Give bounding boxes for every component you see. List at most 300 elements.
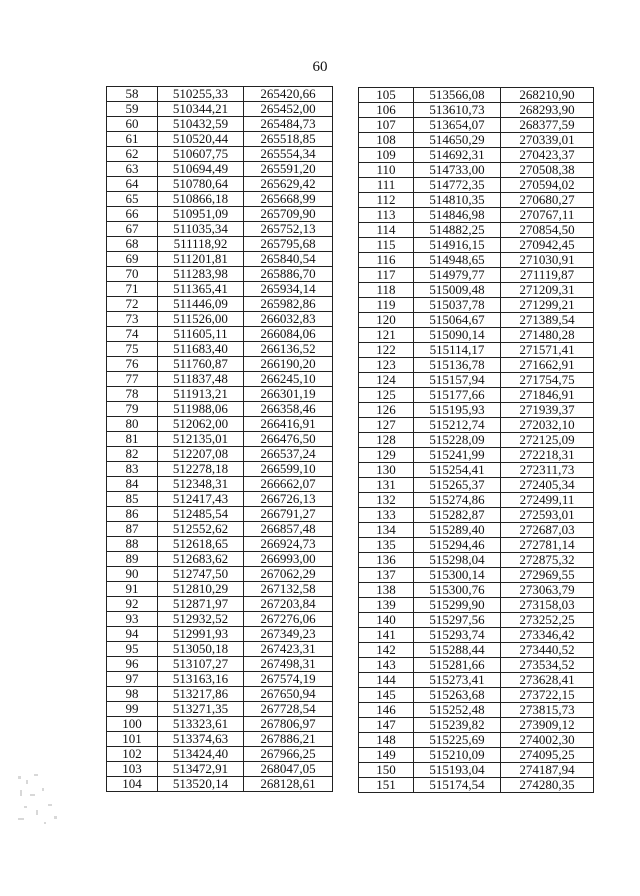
y-coordinate-cell: 267062,29 [244, 567, 333, 582]
x-coordinate-cell: 515300,14 [414, 568, 501, 583]
point-number-cell: 143 [359, 658, 414, 673]
y-coordinate-cell: 270594,02 [501, 178, 594, 193]
table-row [107, 447, 333, 462]
point-number-cell: 102 [107, 747, 158, 762]
point-number-cell: 99 [107, 702, 158, 717]
x-coordinate-cell: 511913,21 [158, 387, 244, 402]
point-number-cell: 63 [107, 162, 158, 177]
point-number-cell: 84 [107, 477, 158, 492]
point-number-cell: 92 [107, 597, 158, 612]
y-coordinate-cell: 268128,61 [244, 777, 333, 792]
x-coordinate-cell: 514979,77 [414, 268, 501, 283]
y-coordinate-cell: 266190,20 [244, 357, 333, 372]
point-number-cell: 128 [359, 433, 414, 448]
point-number-cell: 146 [359, 703, 414, 718]
table-row [107, 777, 333, 792]
y-coordinate-cell: 266301,19 [244, 387, 333, 402]
x-coordinate-cell: 510694,49 [158, 162, 244, 177]
x-coordinate-cell: 510866,18 [158, 192, 244, 207]
page-number: 60 [312, 59, 328, 75]
point-number-cell: 148 [359, 733, 414, 748]
point-number-cell: 130 [359, 463, 414, 478]
point-number-cell: 61 [107, 132, 158, 147]
y-coordinate-cell: 266245,10 [244, 372, 333, 387]
y-coordinate-cell: 265554,34 [244, 147, 333, 162]
point-number-cell: 76 [107, 357, 158, 372]
x-coordinate-cell: 515037,78 [414, 298, 501, 313]
point-number-cell: 149 [359, 748, 414, 763]
table-row [359, 223, 594, 238]
table-row [359, 433, 594, 448]
table-row [359, 493, 594, 508]
y-coordinate-cell: 267423,31 [244, 642, 333, 657]
x-coordinate-cell: 510951,09 [158, 207, 244, 222]
table-row [359, 598, 594, 613]
point-number-cell: 71 [107, 282, 158, 297]
point-number-cell: 77 [107, 372, 158, 387]
y-coordinate-cell: 267203,84 [244, 597, 333, 612]
y-coordinate-cell: 272032,10 [501, 418, 594, 433]
x-coordinate-cell: 513424,40 [158, 747, 244, 762]
y-coordinate-cell: 270680,27 [501, 193, 594, 208]
point-number-cell: 62 [107, 147, 158, 162]
table-row [107, 402, 333, 417]
point-number-cell: 122 [359, 343, 414, 358]
x-coordinate-cell: 515157,94 [414, 373, 501, 388]
point-number-cell: 100 [107, 717, 158, 732]
x-coordinate-cell: 512747,50 [158, 567, 244, 582]
point-number-cell: 115 [359, 238, 414, 253]
table-row [359, 283, 594, 298]
y-coordinate-cell: 270854,50 [501, 223, 594, 238]
x-coordinate-cell: 513374,63 [158, 732, 244, 747]
table-row [359, 253, 594, 268]
y-coordinate-cell: 271480,28 [501, 328, 594, 343]
point-number-cell: 151 [359, 778, 414, 793]
y-coordinate-cell: 265668,99 [244, 192, 333, 207]
table-row [359, 133, 594, 148]
y-coordinate-cell: 266662,07 [244, 477, 333, 492]
point-number-cell: 95 [107, 642, 158, 657]
x-coordinate-cell: 515195,93 [414, 403, 501, 418]
table-row [359, 298, 594, 313]
table-row [359, 643, 594, 658]
coordinates-table-left [106, 86, 333, 792]
x-coordinate-cell: 515193,04 [414, 763, 501, 778]
x-coordinate-cell: 514846,98 [414, 208, 501, 223]
x-coordinate-cell: 512991,93 [158, 627, 244, 642]
y-coordinate-cell: 272687,03 [501, 523, 594, 538]
x-coordinate-cell: 515114,17 [414, 343, 501, 358]
table-row [107, 177, 333, 192]
x-coordinate-cell: 511035,34 [158, 222, 244, 237]
point-number-cell: 105 [359, 88, 414, 103]
table-row [359, 703, 594, 718]
point-number-cell: 74 [107, 327, 158, 342]
table-row [107, 657, 333, 672]
point-number-cell: 96 [107, 657, 158, 672]
table-row [359, 448, 594, 463]
table-row [107, 717, 333, 732]
table-row [107, 702, 333, 717]
x-coordinate-cell: 510344,21 [158, 102, 244, 117]
point-number-cell: 123 [359, 358, 414, 373]
y-coordinate-cell: 265709,90 [244, 207, 333, 222]
x-coordinate-cell: 515136,78 [414, 358, 501, 373]
point-number-cell: 83 [107, 462, 158, 477]
table-row [107, 492, 333, 507]
y-coordinate-cell: 265934,14 [244, 282, 333, 297]
table-row [359, 553, 594, 568]
table-row [107, 687, 333, 702]
y-coordinate-cell: 272781,14 [501, 538, 594, 553]
y-coordinate-cell: 270423,37 [501, 148, 594, 163]
y-coordinate-cell: 265886,70 [244, 267, 333, 282]
point-number-cell: 129 [359, 448, 414, 463]
point-number-cell: 64 [107, 177, 158, 192]
table-row [359, 178, 594, 193]
table-row [359, 718, 594, 733]
x-coordinate-cell: 514916,15 [414, 238, 501, 253]
y-coordinate-cell: 266032,83 [244, 312, 333, 327]
y-coordinate-cell: 271571,41 [501, 343, 594, 358]
point-number-cell: 85 [107, 492, 158, 507]
y-coordinate-cell: 272218,31 [501, 448, 594, 463]
faint-stamp-mark [14, 770, 74, 830]
x-coordinate-cell: 514810,35 [414, 193, 501, 208]
y-coordinate-cell: 265518,85 [244, 132, 333, 147]
y-coordinate-cell: 273722,15 [501, 688, 594, 703]
y-coordinate-cell: 267349,23 [244, 627, 333, 642]
y-coordinate-cell: 270767,11 [501, 208, 594, 223]
y-coordinate-cell: 268047,05 [244, 762, 333, 777]
x-coordinate-cell: 515298,04 [414, 553, 501, 568]
point-number-cell: 118 [359, 283, 414, 298]
point-number-cell: 108 [359, 133, 414, 148]
point-number-cell: 65 [107, 192, 158, 207]
x-coordinate-cell: 512810,29 [158, 582, 244, 597]
point-number-cell: 136 [359, 553, 414, 568]
y-coordinate-cell: 270942,45 [501, 238, 594, 253]
table-row [107, 207, 333, 222]
point-number-cell: 110 [359, 163, 414, 178]
table-row [359, 478, 594, 493]
point-number-cell: 140 [359, 613, 414, 628]
x-coordinate-cell: 514772,35 [414, 178, 501, 193]
table-row [359, 238, 594, 253]
x-coordinate-cell: 513472,91 [158, 762, 244, 777]
point-number-cell: 137 [359, 568, 414, 583]
y-coordinate-cell: 273252,25 [501, 613, 594, 628]
x-coordinate-cell: 512485,54 [158, 507, 244, 522]
y-coordinate-cell: 265420,66 [244, 87, 333, 102]
point-number-cell: 91 [107, 582, 158, 597]
x-coordinate-cell: 515174,54 [414, 778, 501, 793]
x-coordinate-cell: 513050,18 [158, 642, 244, 657]
x-coordinate-cell: 513610,73 [414, 103, 501, 118]
table-row [359, 268, 594, 283]
table-row [107, 417, 333, 432]
x-coordinate-cell: 515210,09 [414, 748, 501, 763]
point-number-cell: 127 [359, 418, 414, 433]
x-coordinate-cell: 510607,75 [158, 147, 244, 162]
x-coordinate-cell: 512932,52 [158, 612, 244, 627]
y-coordinate-cell: 272969,55 [501, 568, 594, 583]
y-coordinate-cell: 272875,32 [501, 553, 594, 568]
x-coordinate-cell: 512417,43 [158, 492, 244, 507]
y-coordinate-cell: 267276,06 [244, 612, 333, 627]
table-row [107, 372, 333, 387]
y-coordinate-cell: 271299,21 [501, 298, 594, 313]
table-row [107, 432, 333, 447]
point-number-cell: 75 [107, 342, 158, 357]
y-coordinate-cell: 272593,01 [501, 508, 594, 523]
y-coordinate-cell: 273815,73 [501, 703, 594, 718]
x-coordinate-cell: 514733,00 [414, 163, 501, 178]
x-coordinate-cell: 515254,41 [414, 463, 501, 478]
table-row [359, 358, 594, 373]
point-number-cell: 121 [359, 328, 414, 343]
table-row [107, 567, 333, 582]
point-number-cell: 120 [359, 313, 414, 328]
point-number-cell: 70 [107, 267, 158, 282]
y-coordinate-cell: 266476,50 [244, 432, 333, 447]
x-coordinate-cell: 515212,74 [414, 418, 501, 433]
point-number-cell: 78 [107, 387, 158, 402]
point-number-cell: 114 [359, 223, 414, 238]
point-number-cell: 107 [359, 118, 414, 133]
point-number-cell: 79 [107, 402, 158, 417]
point-number-cell: 138 [359, 583, 414, 598]
x-coordinate-cell: 511988,06 [158, 402, 244, 417]
y-coordinate-cell: 274187,94 [501, 763, 594, 778]
y-coordinate-cell: 273909,12 [501, 718, 594, 733]
y-coordinate-cell: 265629,42 [244, 177, 333, 192]
point-number-cell: 147 [359, 718, 414, 733]
table-row [107, 327, 333, 342]
table-row [359, 403, 594, 418]
point-number-cell: 72 [107, 297, 158, 312]
point-number-cell: 144 [359, 673, 414, 688]
y-coordinate-cell: 267498,31 [244, 657, 333, 672]
table-row [107, 627, 333, 642]
point-number-cell: 89 [107, 552, 158, 567]
y-coordinate-cell: 272125,09 [501, 433, 594, 448]
x-coordinate-cell: 511837,48 [158, 372, 244, 387]
table-row [359, 163, 594, 178]
x-coordinate-cell: 512207,08 [158, 447, 244, 462]
y-coordinate-cell: 271662,91 [501, 358, 594, 373]
table-row [359, 673, 594, 688]
x-coordinate-cell: 515090,14 [414, 328, 501, 343]
point-number-cell: 145 [359, 688, 414, 703]
table-row [107, 342, 333, 357]
y-coordinate-cell: 274280,35 [501, 778, 594, 793]
point-number-cell: 119 [359, 298, 414, 313]
x-coordinate-cell: 510255,33 [158, 87, 244, 102]
point-number-cell: 126 [359, 403, 414, 418]
point-number-cell: 98 [107, 687, 158, 702]
table-row [359, 148, 594, 163]
table-row [359, 418, 594, 433]
y-coordinate-cell: 266084,06 [244, 327, 333, 342]
y-coordinate-cell: 270339,01 [501, 133, 594, 148]
table-row [359, 778, 594, 793]
table-row [107, 117, 333, 132]
table-row [107, 162, 333, 177]
table-row [359, 763, 594, 778]
table-row [359, 568, 594, 583]
y-coordinate-cell: 273063,79 [501, 583, 594, 598]
coordinates-table-right [358, 87, 594, 793]
table-row [107, 312, 333, 327]
y-coordinate-cell: 272499,11 [501, 493, 594, 508]
x-coordinate-cell: 510432,59 [158, 117, 244, 132]
x-coordinate-cell: 511683,40 [158, 342, 244, 357]
y-coordinate-cell: 266924,73 [244, 537, 333, 552]
table-row [107, 732, 333, 747]
point-number-cell: 87 [107, 522, 158, 537]
x-coordinate-cell: 511605,11 [158, 327, 244, 342]
y-coordinate-cell: 273440,52 [501, 643, 594, 658]
x-coordinate-cell: 515263,68 [414, 688, 501, 703]
point-number-cell: 73 [107, 312, 158, 327]
x-coordinate-cell: 515228,09 [414, 433, 501, 448]
y-coordinate-cell: 267132,58 [244, 582, 333, 597]
point-number-cell: 59 [107, 102, 158, 117]
point-number-cell: 66 [107, 207, 158, 222]
x-coordinate-cell: 515281,66 [414, 658, 501, 673]
y-coordinate-cell: 268377,59 [501, 118, 594, 133]
table-row [359, 313, 594, 328]
point-number-cell: 69 [107, 252, 158, 267]
point-number-cell: 113 [359, 208, 414, 223]
x-coordinate-cell: 513520,14 [158, 777, 244, 792]
table-row [107, 132, 333, 147]
y-coordinate-cell: 266358,46 [244, 402, 333, 417]
x-coordinate-cell: 515239,82 [414, 718, 501, 733]
x-coordinate-cell: 510520,44 [158, 132, 244, 147]
table-row [359, 538, 594, 553]
y-coordinate-cell: 273628,41 [501, 673, 594, 688]
x-coordinate-cell: 515297,56 [414, 613, 501, 628]
table-row [107, 267, 333, 282]
x-coordinate-cell: 513654,07 [414, 118, 501, 133]
y-coordinate-cell: 267650,94 [244, 687, 333, 702]
x-coordinate-cell: 513217,86 [158, 687, 244, 702]
y-coordinate-cell: 268293,90 [501, 103, 594, 118]
y-coordinate-cell: 265484,73 [244, 117, 333, 132]
point-number-cell: 111 [359, 178, 414, 193]
y-coordinate-cell: 265591,20 [244, 162, 333, 177]
table-row [107, 477, 333, 492]
table-row [359, 118, 594, 133]
y-coordinate-cell: 265752,13 [244, 222, 333, 237]
y-coordinate-cell: 267574,19 [244, 672, 333, 687]
table-row [107, 357, 333, 372]
table-row [359, 613, 594, 628]
point-number-cell: 135 [359, 538, 414, 553]
x-coordinate-cell: 512683,62 [158, 552, 244, 567]
y-coordinate-cell: 273158,03 [501, 598, 594, 613]
table-row [359, 583, 594, 598]
point-number-cell: 68 [107, 237, 158, 252]
x-coordinate-cell: 511760,87 [158, 357, 244, 372]
x-coordinate-cell: 515274,86 [414, 493, 501, 508]
x-coordinate-cell: 515300,76 [414, 583, 501, 598]
x-coordinate-cell: 511283,98 [158, 267, 244, 282]
point-number-cell: 90 [107, 567, 158, 582]
table-row [107, 192, 333, 207]
x-coordinate-cell: 514650,29 [414, 133, 501, 148]
table-row [359, 508, 594, 523]
x-coordinate-cell: 510780,64 [158, 177, 244, 192]
y-coordinate-cell: 266537,24 [244, 447, 333, 462]
table-row [107, 672, 333, 687]
y-coordinate-cell: 272311,73 [501, 463, 594, 478]
y-coordinate-cell: 265452,00 [244, 102, 333, 117]
y-coordinate-cell: 273534,52 [501, 658, 594, 673]
point-number-cell: 124 [359, 373, 414, 388]
table-row [107, 387, 333, 402]
point-number-cell: 134 [359, 523, 414, 538]
point-number-cell: 141 [359, 628, 414, 643]
y-coordinate-cell: 273346,42 [501, 628, 594, 643]
x-coordinate-cell: 512135,01 [158, 432, 244, 447]
x-coordinate-cell: 512871,97 [158, 597, 244, 612]
table-row [359, 193, 594, 208]
table-row [107, 612, 333, 627]
y-coordinate-cell: 266726,13 [244, 492, 333, 507]
point-number-cell: 116 [359, 253, 414, 268]
x-coordinate-cell: 515225,69 [414, 733, 501, 748]
table-row [359, 328, 594, 343]
point-number-cell: 125 [359, 388, 414, 403]
x-coordinate-cell: 512278,18 [158, 462, 244, 477]
y-coordinate-cell: 271209,31 [501, 283, 594, 298]
x-coordinate-cell: 514882,25 [414, 223, 501, 238]
x-coordinate-cell: 511201,81 [158, 252, 244, 267]
table-row [359, 463, 594, 478]
point-number-cell: 80 [107, 417, 158, 432]
y-coordinate-cell: 274095,25 [501, 748, 594, 763]
x-coordinate-cell: 515252,48 [414, 703, 501, 718]
table-row [359, 733, 594, 748]
table-row [107, 462, 333, 477]
x-coordinate-cell: 515177,66 [414, 388, 501, 403]
y-coordinate-cell: 267966,25 [244, 747, 333, 762]
table-row [359, 748, 594, 763]
point-number-cell: 109 [359, 148, 414, 163]
x-coordinate-cell: 511446,09 [158, 297, 244, 312]
y-coordinate-cell: 267806,97 [244, 717, 333, 732]
point-number-cell: 112 [359, 193, 414, 208]
point-number-cell: 142 [359, 643, 414, 658]
table-row [359, 523, 594, 538]
point-number-cell: 81 [107, 432, 158, 447]
y-coordinate-cell: 271389,54 [501, 313, 594, 328]
point-number-cell: 86 [107, 507, 158, 522]
table-row [359, 388, 594, 403]
table-row [107, 87, 333, 102]
point-number-cell: 133 [359, 508, 414, 523]
x-coordinate-cell: 515273,41 [414, 673, 501, 688]
x-coordinate-cell: 512062,00 [158, 417, 244, 432]
x-coordinate-cell: 513107,27 [158, 657, 244, 672]
x-coordinate-cell: 514692,31 [414, 148, 501, 163]
table-row [359, 88, 594, 103]
y-coordinate-cell: 266416,91 [244, 417, 333, 432]
